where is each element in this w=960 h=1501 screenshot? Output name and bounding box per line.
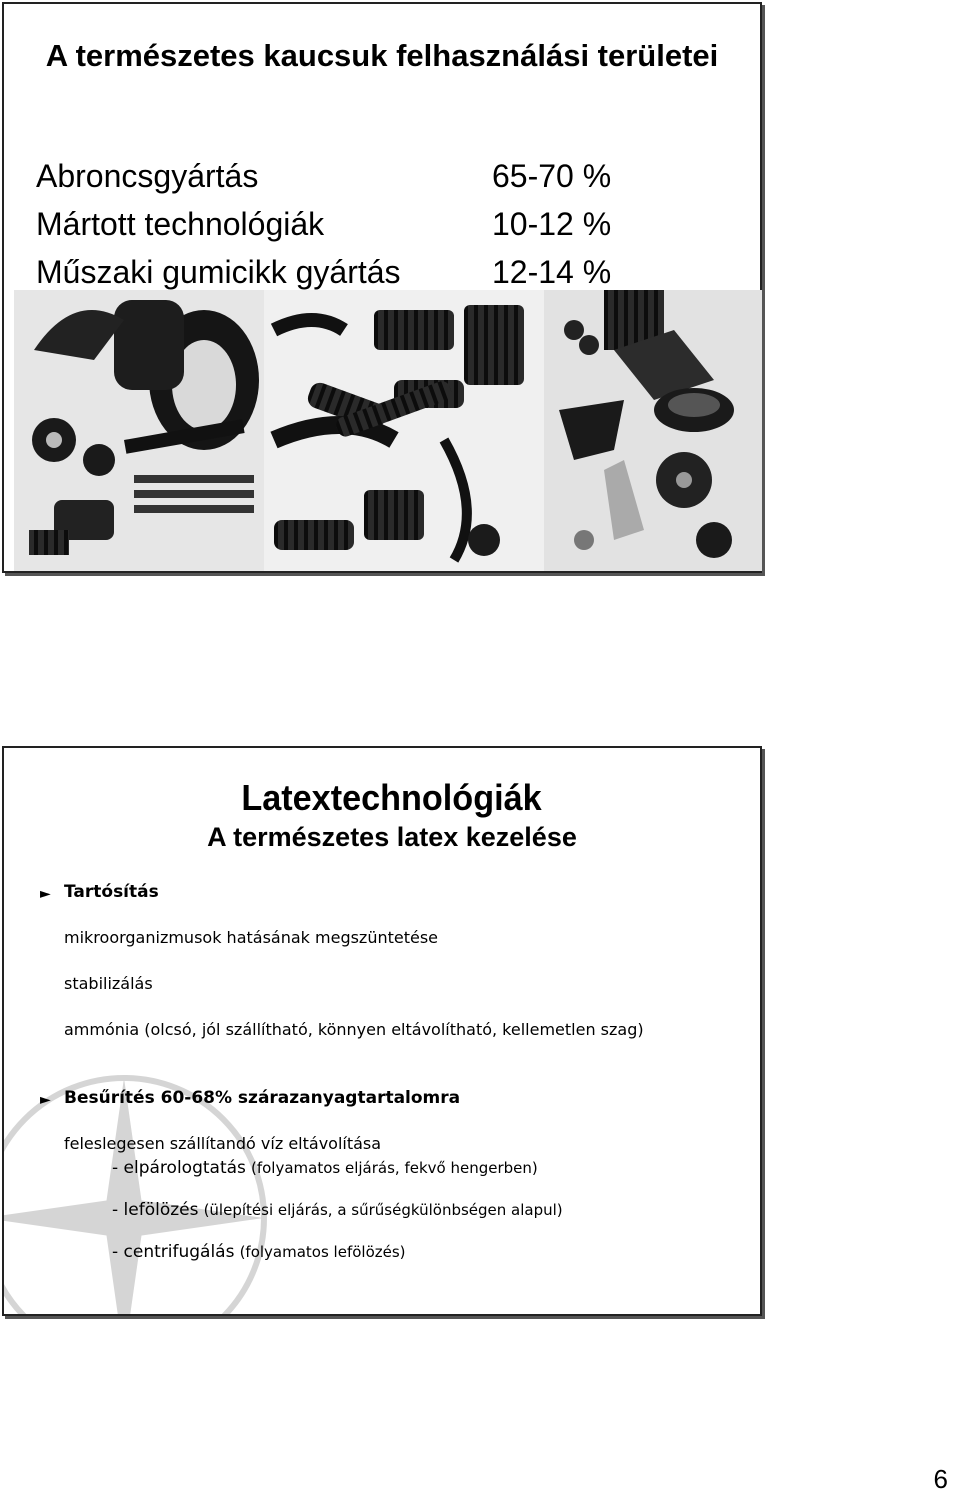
usage-percent: 10-12 %: [492, 206, 612, 242]
usage-row-dipped: [36, 204, 612, 244]
usage-row-tires: [36, 156, 612, 196]
section-heading: Tartósítás: [64, 882, 159, 902]
section-line: ammónia (olcsó, jól szállítható, könnyen eltávolítható, kellemetlen szag): [64, 1020, 644, 1039]
slide-title: Latextechnológiák: [241, 777, 542, 818]
method-detail: (ülepítési eljárás, a sűrűségkülönbségen alapul): [203, 1201, 563, 1219]
section-line: mikroorganizmusok hatásának megszüntetése: [64, 928, 439, 947]
slide-title: A természetes kaucsuk felhasználási területei: [45, 38, 719, 73]
method-name: - elpárologtatás: [112, 1158, 246, 1178]
usage-label: Műszaki gumicikk gyártás: [36, 254, 401, 290]
method-name: - lefölözés: [112, 1200, 199, 1220]
section-heading: Besűrítés 60-68% szárazanyagtartalomra: [64, 1088, 461, 1108]
slide-latex-technology: [2, 746, 762, 1316]
usage-label: Abroncsgyártás: [36, 158, 259, 194]
usage-label: Mártott technológiák: [36, 206, 325, 242]
rubber-products-photo: [14, 290, 762, 571]
usage-percent: 65-70 %: [492, 158, 612, 194]
section-line: feleslegesen szállítandó víz eltávolítása: [64, 1134, 382, 1153]
method-detail: (folyamatos eljárás, fekvő hengerben): [250, 1159, 538, 1177]
method-item: [112, 1200, 563, 1220]
usage-percent: 12-14 %: [492, 254, 612, 290]
bullet-arrow-icon: ►: [40, 886, 51, 902]
method-name: - centrifugálás: [112, 1242, 235, 1262]
slide-subtitle: A természetes latex kezelése: [207, 822, 577, 852]
page-number: 6: [933, 1464, 948, 1494]
method-item: [112, 1158, 538, 1178]
section-line: stabilizálás: [64, 974, 153, 993]
method-detail: (folyamatos lefölözés): [239, 1243, 406, 1261]
bullet-arrow-icon: ►: [40, 1092, 51, 1108]
slide-rubber-uses: [2, 2, 762, 573]
usage-row-technical: [36, 252, 612, 292]
method-item: [112, 1242, 406, 1262]
